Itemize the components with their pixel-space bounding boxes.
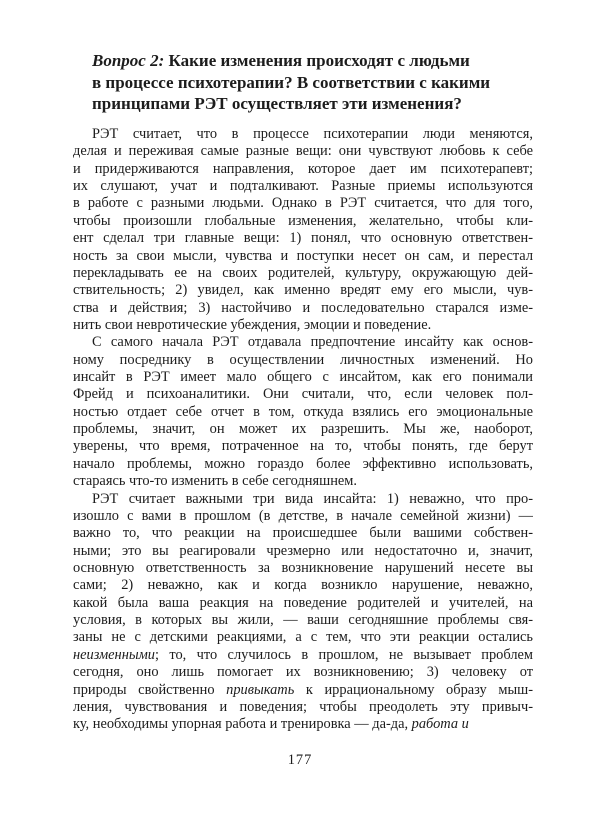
text-run: важно то, что реакции на происшедшее были вашими собствен- [73,525,533,542]
text-line [73,508,533,525]
text-run: какой была ваша реакция на поведение родителей и учителей, на [73,594,533,611]
text-run: нить свои невротические убеждения, эмоции и поведение. [73,316,432,333]
text-run: привыкать [226,681,295,698]
text-line [73,178,533,195]
text-line [73,699,533,716]
text-line [73,647,533,664]
text-run: РЭТ считает важными три вида инсайта: 1) неважно, что про- [92,490,533,507]
text-run: к иррациональному образу мыш- [294,681,533,698]
text-line [73,525,533,542]
text-run: ку, необходимы упорная работа и тренировка — да-да, [73,716,412,733]
page-number: 177 [287,752,313,768]
text-line [73,230,533,247]
text-line [73,282,533,299]
text-line [73,491,533,508]
text-run: сами; 2) неважно, как и когда возникло нарушение, неважно, [73,577,533,594]
text-line [73,560,533,577]
text-run: ностью отдает себе отчет в том, откуда взялись его эмоциональные [73,403,533,420]
text-line [73,386,533,403]
heading-line [92,72,562,94]
paragraph-1 [73,126,533,334]
text-line [73,595,533,612]
body-text [73,126,533,734]
text-run: ления, чувствования и поведения; чтобы преодолеть эту привыч- [73,698,533,715]
text-run: ент сделал три главные вещи: 1) понял, что основную ответствен- [73,230,533,247]
text-run: сегодня, оно лишь помогает их возникновению; 3) человеку от [73,664,533,681]
text-run: проблемы, значит, он может их разрешить. Мы же, наоборот, [73,421,533,438]
text-run: основную ответственность за возникновение нарушений несете вы [73,559,533,576]
text-line [73,716,533,733]
text-run: в работе с разными людьми. Однако в РЭТ считается, что для того, [73,195,533,212]
text-run: перекладывать ее на своих родителей, культуру, окружающую дей- [73,264,533,281]
text-line [73,612,533,629]
text-run: условия, в которых вы жили, — ваши сегодняшние проблемы свя- [73,612,533,629]
text-run: и придерживаются направления, которое дает им психотерапевт; [73,160,533,177]
text-run: работа и [411,716,469,733]
text-run: принципами РЭТ осуществляет эти изменения? [92,94,462,114]
text-run: ; то, что случилось в прошлом, не вызывает проблем [154,646,533,663]
text-line [73,161,533,178]
text-run: чтобы произошли глобальные изменения, желательно, чтобы кли- [73,212,533,229]
text-run: РЭТ считает, что в процессе психотерапии люди меняются, [92,126,533,142]
text-line [73,143,533,160]
text-run: ными; это вы реагировали чрезмерно или недостаточно и, значит, [73,542,533,559]
text-line [73,456,533,473]
text-run: Вопрос 2: [92,51,165,70]
text-run: стараясь что-то изменить в себе сегодняшнем. [73,473,357,490]
text-run: С самого начала РЭТ отдавала предпочтение инсайту как основ- [92,334,533,351]
paragraph-3 [73,491,533,734]
text-run: в процессе психотерапии? В соответствии с какими [92,72,491,92]
text-run: Фрейд и психоаналитики. Они считали, что, если человек пол- [73,386,533,403]
text-line [73,629,533,646]
text-run: неизменными [73,646,155,663]
text-run: их слушают, учат и подталкивают. Разные приемы используются [73,178,533,195]
text-line [73,300,533,317]
text-line [73,664,533,681]
text-line [73,577,533,594]
text-run: Какие изменения происходят с людьми [164,51,470,70]
text-line [73,543,533,560]
text-line [73,195,533,212]
text-run: делая и переживая самые разные вещи: они чувствуют любовь к себе [73,143,533,160]
text-run: ность за свои мысли, чувства и поступки несет он сам, и перестал [73,247,533,264]
text-run: заны не с детскими реакциями, а с тем, что эти реакции остались [73,629,533,646]
text-line [73,265,533,282]
text-line [73,369,533,386]
text-line [73,421,533,438]
text-run: ному посреднику в осуществлении личностных изменений. Но [73,351,533,368]
text-run: начало проблемы, можно гораздо более эффективно использовать, [73,455,533,472]
text-run: инсайт в РЭТ имеет мало общего с инсайтом, как его понимали [73,369,533,386]
paragraph-2 [73,334,533,490]
text-line [73,352,533,369]
heading-line [92,50,562,72]
text-line [73,126,533,143]
text-run: уверены, что время, потраченное на то, чтобы понять, где берут [73,438,533,455]
text-line [73,248,533,265]
text-line [73,404,533,421]
text-line [73,473,533,490]
text-line [73,213,533,230]
text-line [73,317,533,334]
section-heading [92,50,562,115]
text-line [73,438,533,455]
text-run: ствительность; 2) увидел, как именно вредят ему его мысли, чув- [73,282,533,299]
text-run: природы свойственно [73,681,227,698]
text-line [73,334,533,351]
heading-line [92,93,562,115]
text-line [73,682,533,699]
text-run: изошло с вами в прошлом (в детстве, в начале семейной жизни) — [73,507,533,524]
text-run: ства и действия; 3) настойчиво и последовательно старался изме- [73,299,533,316]
